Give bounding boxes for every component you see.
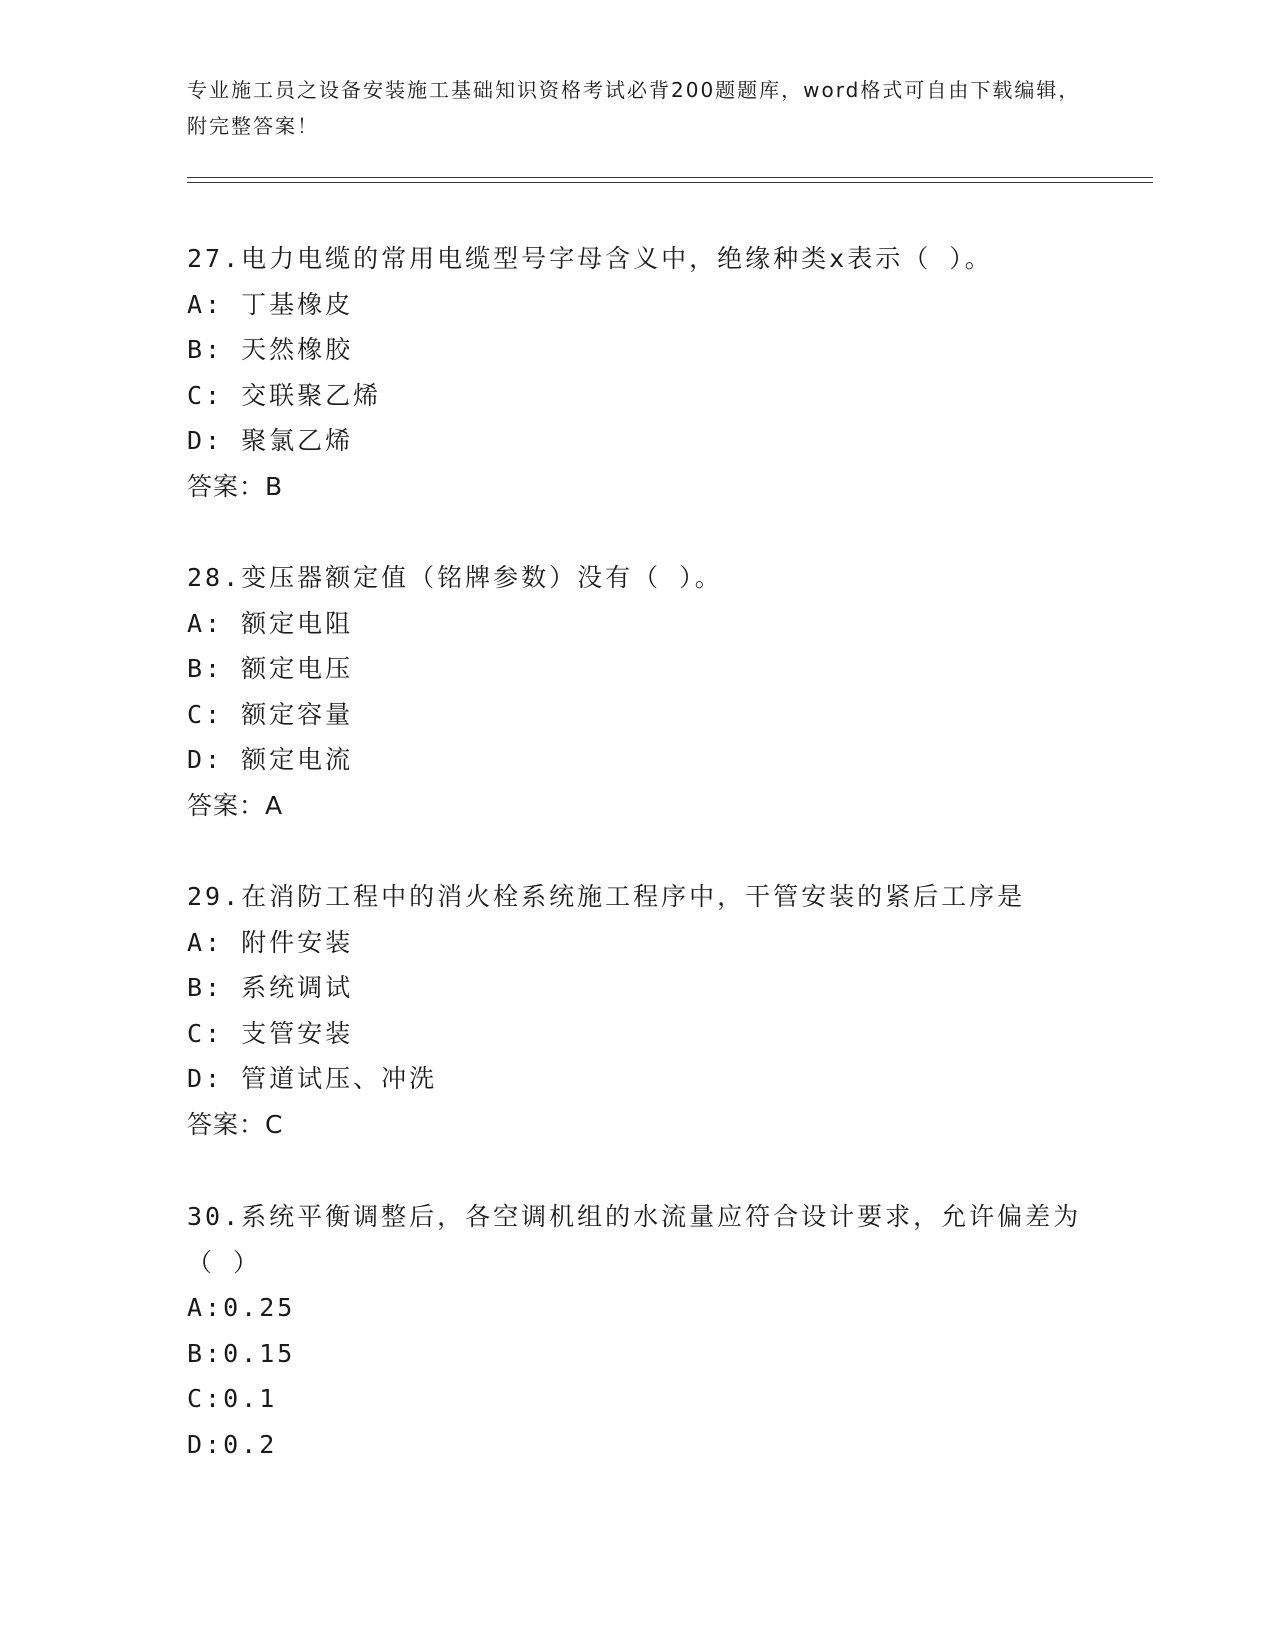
option-text: 聚氯乙烯	[241, 426, 354, 455]
option-label: D:	[187, 1429, 224, 1459]
option-label: B:	[187, 654, 224, 683]
option-text: 系统调试	[241, 973, 354, 1002]
option-c	[187, 1011, 1087, 1057]
question-29	[187, 874, 1087, 1147]
option-text: 额定电阻	[241, 608, 354, 638]
question-27	[187, 236, 1087, 509]
option-label: C:	[187, 1384, 224, 1413]
option-text: 交联聚乙烯	[241, 380, 382, 410]
option-label: C:	[187, 380, 224, 410]
option-label: A:	[187, 1293, 224, 1322]
option-label: C:	[187, 699, 224, 729]
option-label: C:	[187, 1018, 224, 1048]
option-text: 附件安装	[241, 927, 354, 957]
option-a	[187, 601, 1087, 647]
option-label: A:	[187, 289, 224, 319]
option-d	[187, 737, 1087, 783]
header-divider-bottom	[187, 182, 1153, 183]
question-30	[187, 1194, 1087, 1467]
option-text: 天然橡胶	[241, 335, 354, 364]
option-text: 丁基橡皮	[241, 289, 354, 319]
option-text: 0.1	[223, 1384, 278, 1413]
option-label: B:	[187, 335, 224, 364]
option-a	[187, 1285, 1087, 1331]
document-intro: 专业施工员之设备安装施工基础知识资格考试必背200题题库，word格式可自由下载编辑，附完整答案！	[187, 78, 1081, 138]
option-a	[187, 920, 1087, 966]
option-b	[187, 965, 1087, 1011]
option-label: A:	[187, 927, 224, 957]
option-d	[187, 418, 1087, 464]
answer-line: 答案：B	[187, 471, 284, 501]
option-text: 额定电流	[241, 745, 354, 774]
option-text: 管道试压、冲洗	[241, 1064, 438, 1093]
option-d	[187, 1422, 1087, 1468]
option-text: 0.25	[223, 1293, 296, 1322]
option-c	[187, 692, 1087, 738]
option-c	[187, 1376, 1087, 1422]
answer-line: 答案：C	[187, 1109, 284, 1139]
option-b	[187, 1331, 1087, 1377]
question-stem: 30.系统平衡调整后，各空调机组的水流量应符合设计要求，允许偏差为（ ）	[187, 1202, 1082, 1277]
option-text: 0.2	[223, 1429, 278, 1459]
option-text: 支管安装	[241, 1018, 354, 1048]
option-c	[187, 373, 1087, 419]
option-text: 0.15	[223, 1338, 296, 1368]
option-b	[187, 327, 1087, 373]
question-stem: 27.电力电缆的常用电缆型号字母含义中，绝缘种类x表示（ ）。	[187, 244, 993, 273]
option-label: D:	[187, 745, 224, 774]
option-text: 额定容量	[241, 699, 354, 729]
option-label: D:	[187, 1064, 224, 1093]
option-text: 额定电压	[241, 654, 354, 683]
option-label: B:	[187, 1338, 224, 1368]
option-label: D:	[187, 426, 224, 455]
answer-line: 答案：A	[187, 790, 284, 820]
option-b	[187, 646, 1087, 692]
option-label: B:	[187, 973, 224, 1002]
question-stem: 29.在消防工程中的消火栓系统施工程序中，干管安装的紧后工序是	[187, 882, 1026, 911]
question-stem: 28.变压器额定值（铭牌参数）没有（ ）。	[187, 563, 723, 592]
header-divider-top	[187, 177, 1153, 178]
option-d	[187, 1056, 1087, 1102]
question-28	[187, 555, 1087, 828]
option-a	[187, 282, 1087, 328]
option-label: A:	[187, 608, 224, 638]
